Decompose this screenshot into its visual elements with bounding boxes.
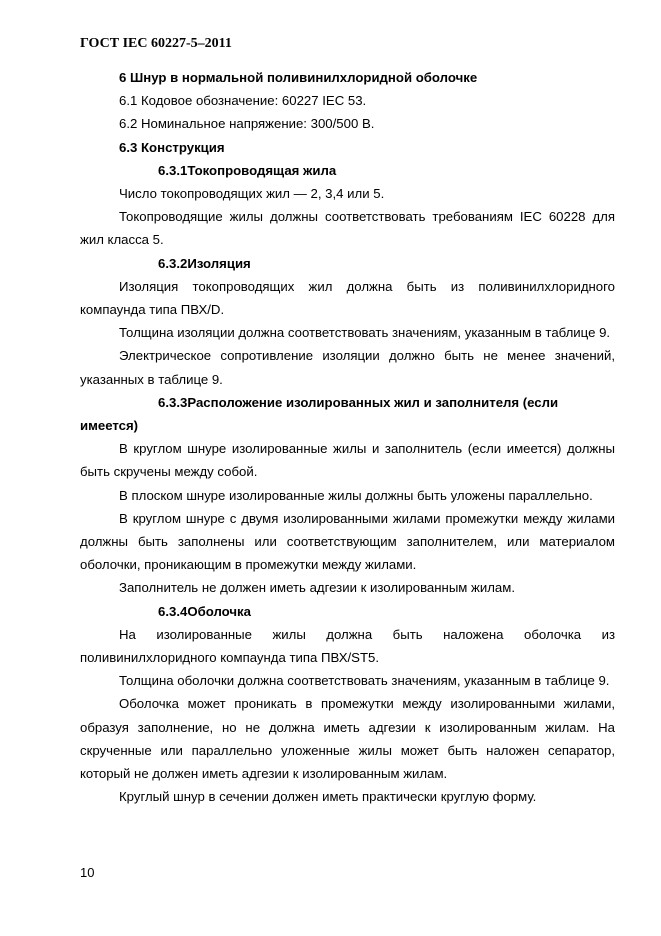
clause-number: 6.3.1 (158, 162, 188, 178)
section-title: 6 Шнур в нормальной поливинилхлоридной оболочке (119, 70, 478, 85)
paragraph: В круглом шнуре с двумя изолированными жилами промежутки между жилами должны быть заполнены или соответствующим заполнителем, или материалом оболочки, проникающим в промежутки между жилами. (80, 510, 615, 573)
clause-heading (80, 159, 615, 182)
paragraph: Изоляция токопроводящих жил должна быть из поливинилхлоридного компаунда типа ПВХ/D. (80, 278, 615, 318)
paragraph: Число токопроводящих жил — 2, 3,4 или 5. (119, 186, 385, 202)
clause-number: 6.3.3 (158, 394, 188, 410)
clause-heading (80, 391, 615, 437)
paragraph: Толщина оболочки должна соответствовать значениям, указанным в таблице 9. (119, 673, 610, 689)
paragraph: 6.1 Кодовое обозначение: 60227 IEC 53. (119, 93, 367, 109)
paragraph: Толщина изоляции должна соответствовать значениям, указанным в таблице 9. (119, 325, 611, 341)
paragraph: 6.2 Номинальное напряжение: 300/500 В. (119, 116, 375, 132)
paragraph: Заполнитель не должен иметь адгезии к изолированным жилам. (119, 580, 515, 596)
paragraph: В круглом шнуре изолированные жилы и заполнитель (если имеется) должны быть скручены между собой. (80, 441, 615, 480)
paragraph: Токопроводящие жилы должны соответствовать требованиям IEC 60228 для жил класса 5. (80, 209, 615, 248)
paragraph: Оболочка может проникать в промежутки между изолированными жилами, образуя заполнение, но не должна иметь адгезии к изолированным жилам. На скрученные или параллельно уложенные жилы может быть наложен сепаратор, который не должен иметь адгезии к изолированным жилам. (80, 696, 615, 782)
clause-number: 6.3.2 (158, 255, 188, 271)
document-body (80, 66, 615, 809)
clause-title: Токопроводящая жила (187, 162, 337, 178)
clause-title: Изоляция (187, 255, 251, 271)
document-header: ГОСТ IEC 60227-5–2011 (80, 36, 232, 51)
clause-title: Расположение изолированных жил и заполнителя (если имеется) (80, 394, 559, 434)
clause-heading (80, 600, 615, 623)
clause-heading (80, 252, 615, 275)
clause-title: Оболочка (187, 603, 251, 619)
paragraph: На изолированные жилы должна быть наложена оболочка из поливинилхлоридного компаунда типа ПВХ/ST5. (80, 626, 615, 666)
page-number: 10 (80, 865, 95, 880)
paragraph: Круглый шнур в сечении должен иметь практически круглую форму. (119, 789, 537, 805)
subsection-heading: 6.3 Конструкция (119, 139, 225, 155)
paragraph: В плоском шнуре изолированные жилы должны быть уложены параллельно. (119, 487, 593, 503)
paragraph: Электрическое сопротивление изоляции должно быть не менее значений, указанных в таблице 9. (80, 348, 615, 387)
clause-number: 6.3.4 (158, 603, 188, 619)
